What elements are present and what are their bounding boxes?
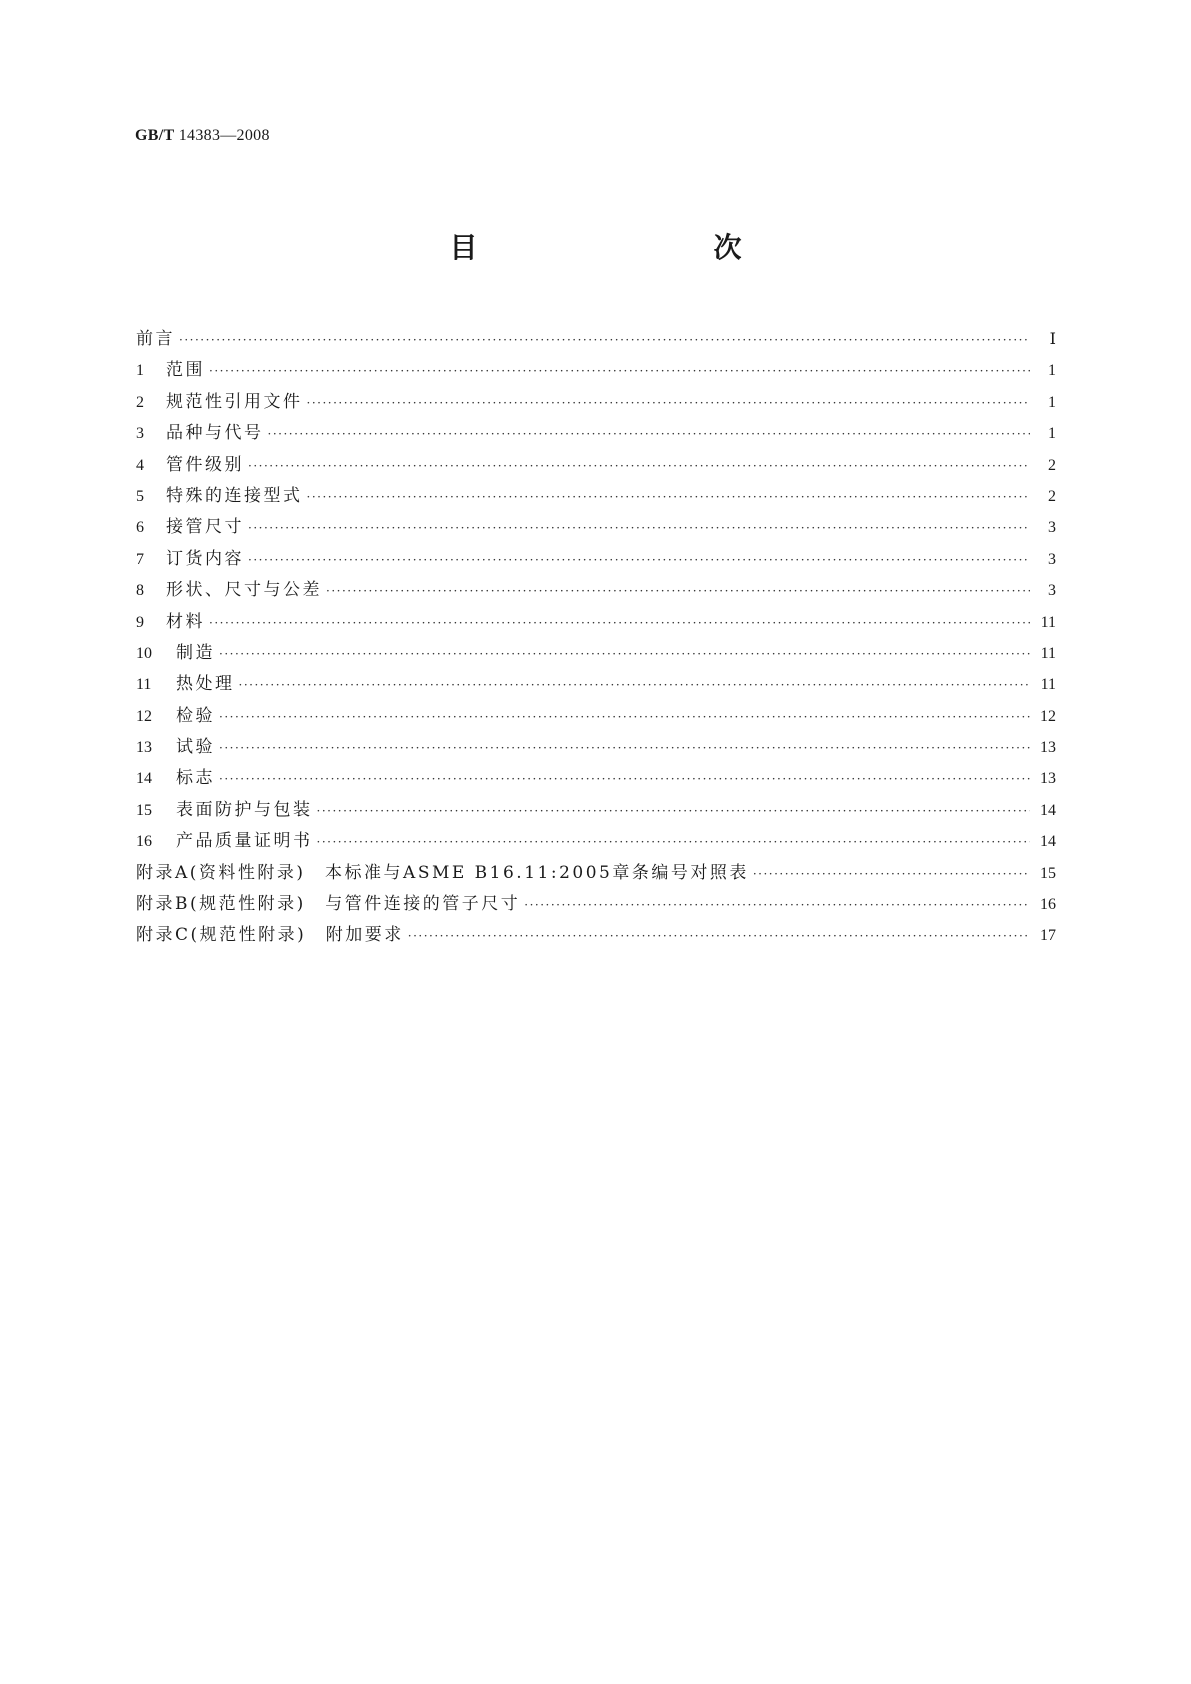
toc-entry[interactable] <box>136 920 1056 951</box>
toc-entry[interactable] <box>136 481 1056 512</box>
toc-entry[interactable] <box>136 324 1056 355</box>
toc-entry-number: 10 <box>136 644 152 662</box>
toc-entry-label: 形状、尺寸与公差 <box>166 580 322 601</box>
toc-entry-label: 试验 <box>176 737 215 758</box>
toc-entry-number: 13 <box>136 739 152 757</box>
toc-entry-page: 3 <box>1048 582 1056 600</box>
toc-entry-page: 2 <box>1048 456 1056 474</box>
standard-code <box>135 127 270 145</box>
toc-entry-number: 1 <box>136 362 144 380</box>
toc-entry-label: 检验 <box>176 705 215 726</box>
toc-leader-dots <box>179 333 1030 347</box>
toc-entry[interactable] <box>136 701 1056 732</box>
toc-entry[interactable] <box>136 450 1056 481</box>
toc-entry[interactable] <box>136 512 1056 543</box>
toc-leader-dots <box>239 678 1031 692</box>
toc-leader-dots <box>317 804 1031 818</box>
toc-entry[interactable] <box>136 544 1056 575</box>
toc-entry[interactable] <box>136 418 1056 449</box>
toc-entry-page: 14 <box>1040 833 1056 851</box>
toc-entry-label: 品种与代号 <box>166 423 264 444</box>
toc-entry-number: 11 <box>136 676 152 694</box>
toc-entry-label: 制造 <box>176 642 215 663</box>
toc-entry-label: 材料 <box>166 611 205 632</box>
toc-leader-dots <box>209 364 1030 378</box>
standard-number: 14383—2008 <box>178 127 270 144</box>
toc-entry[interactable] <box>136 795 1056 826</box>
toc-entry-number: 2 <box>136 393 144 411</box>
toc-entry-page: 1 <box>1048 393 1056 411</box>
toc-entry-label: 管件级别 <box>166 454 244 475</box>
toc-entry-label: 表面防护与包装 <box>176 799 313 820</box>
toc-entry-page: 11 <box>1040 613 1056 631</box>
toc-entry-label: 前言 <box>136 329 175 349</box>
toc-entry-page: 11 <box>1040 644 1056 662</box>
toc-entry-label: 热处理 <box>176 674 235 695</box>
toc-entry-number: 15 <box>136 801 152 819</box>
toc-entry-label: 产品质量证明书 <box>176 831 313 852</box>
toc-entry-label: 特殊的连接型式 <box>166 485 303 506</box>
toc-leader-dots <box>248 521 1030 535</box>
toc-leader-dots <box>219 710 1030 724</box>
toc-entry[interactable] <box>136 889 1056 920</box>
toc-leader-dots <box>326 584 1030 598</box>
toc-entry[interactable] <box>136 607 1056 638</box>
toc-entry[interactable] <box>136 355 1056 386</box>
toc-entry[interactable] <box>136 826 1056 857</box>
toc-leader-dots <box>248 459 1030 473</box>
toc-leader-dots <box>268 427 1031 441</box>
page-title: 目 次 <box>449 231 802 264</box>
toc-entry[interactable] <box>136 575 1056 606</box>
toc-entry-label: 标志 <box>176 768 215 789</box>
toc-entry-number: 3 <box>136 425 144 443</box>
toc-entry-page: 17 <box>1040 927 1056 945</box>
toc-entry-label: 接管尺寸 <box>166 517 244 538</box>
toc-entry-number: 12 <box>136 707 152 725</box>
toc-entry-page: 15 <box>1040 864 1056 882</box>
toc-entry-page: Ⅰ <box>1049 331 1056 348</box>
toc-leader-dots <box>307 396 1031 410</box>
toc-entry-page: 14 <box>1040 801 1056 819</box>
toc-leader-dots <box>219 647 1030 661</box>
toc-leader-dots <box>219 741 1030 755</box>
toc-entry[interactable] <box>136 638 1056 669</box>
toc-entry-page: 13 <box>1040 770 1056 788</box>
toc-entry-page: 11 <box>1040 676 1056 694</box>
toc-leader-dots <box>408 929 1030 943</box>
toc-entry-page: 1 <box>1048 362 1056 380</box>
toc-entry-number: 16 <box>136 833 152 851</box>
toc-leader-dots <box>219 772 1030 786</box>
standard-prefix: GB/T <box>135 127 175 144</box>
toc-entry-label: 范围 <box>166 360 205 381</box>
toc-entry[interactable] <box>136 732 1056 763</box>
toc-leader-dots <box>307 490 1031 504</box>
toc-entry-page: 3 <box>1048 550 1056 568</box>
toc-leader-dots <box>524 898 1030 912</box>
toc-entry-label: 规范性引用文件 <box>166 391 303 412</box>
toc-leader-dots <box>248 553 1030 567</box>
toc-entry-number: 6 <box>136 519 144 537</box>
toc-entry-page: 2 <box>1048 487 1056 505</box>
toc-entry-number: 5 <box>136 487 144 505</box>
toc-entry-label: 订货内容 <box>166 548 244 569</box>
toc-leader-dots <box>753 867 1030 881</box>
toc-entry-number: 7 <box>136 550 144 568</box>
toc-entry-number: 14 <box>136 770 152 788</box>
toc-entry-page: 13 <box>1040 739 1056 757</box>
toc-leader-dots <box>317 835 1031 849</box>
toc-entry[interactable] <box>136 763 1056 794</box>
toc-entry-label: 附录B(规范性附录) 与管件连接的管子尺寸 <box>136 894 521 915</box>
toc-entry[interactable] <box>136 387 1056 418</box>
toc-entry[interactable] <box>136 669 1056 700</box>
toc-entry-page: 3 <box>1048 519 1056 537</box>
toc-entry-label: 附录C(规范性附录) 附加要求 <box>136 925 404 946</box>
toc-entry-page: 1 <box>1048 425 1056 443</box>
toc-entry-number: 9 <box>136 613 144 631</box>
toc-entry-page: 12 <box>1040 707 1056 725</box>
table-of-contents <box>136 324 1056 952</box>
toc-entry-number: 4 <box>136 456 144 474</box>
toc-leader-dots <box>209 616 1030 630</box>
toc-entry[interactable] <box>136 858 1056 889</box>
toc-entry-label: 附录A(资料性附录) 本标准与ASME B16.11:2005章条编号对照表 <box>136 862 749 883</box>
toc-entry-page: 16 <box>1040 896 1056 914</box>
toc-entry-number: 8 <box>136 582 144 600</box>
